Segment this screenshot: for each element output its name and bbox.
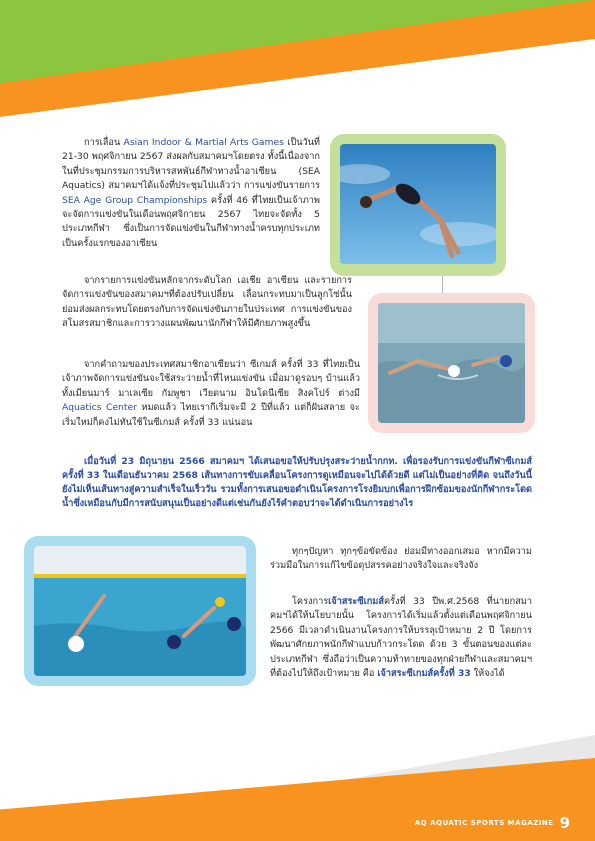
diving-photo <box>340 144 496 264</box>
p1-text-e: ครั้งที่ 46 ที่ไทยเป็นเจ้าภาพ จะจัดการแข่งขันในเดือนพฤศจิกายน 2567 ไทยจะจัดทั้ง 5 ประเภทกีฬา ซึ่งเป็นการจัดแข่งขันในกีฬาทางน้ำครบทุกประเภทเป็นครั้งแรกของอาเซียน <box>62 194 320 249</box>
p2-text: จากรายการแข่งขันหลักจากระดับโลก เอเชีย อาเซียน และรายการจัดการแข่งขันของสมาคมฯที่ต้องปรับเปลี่ยน เลื่อนกระทบมาเป็นลูกโซ่นั้น ย่อมส่งผลกระทบโดยตรงกับการจัดแข่งขันภายในประเทศ การแข่งขันของสโมสรสมาชิกและการวางแผนพัฒนานักกีฬาให้มีศักยภาพสูงขึ้น <box>62 275 352 330</box>
paragraph-5 <box>270 545 532 574</box>
water-polo-photo <box>34 546 246 676</box>
p3-text-a: จากคำถามของประเทศสมาชิกอาเซียนว่า ซีเกมส์ ครั้งที่ 33 ที่ไทยเป็นเจ้าภาพจัดการแข่งขันจะใช้สระว่ายน้ำที่ไหนแข่งขัน เมื่อมาดูรอบๆ บ้านแล้วทั้งเมียนมาร์ มาเลเซีย กัมพูชา เวียดนาม อินโดนีเซีย สิงคโปร์ ต่างมี <box>62 359 360 399</box>
p6-text-e: ให้จงได้ <box>470 668 505 680</box>
sea-games-pool-term: เจ้าสระซีเกมส์ <box>328 596 384 607</box>
p5-text: ทุกๆปัญหา ทุกๆข้อขัดข้อง ย่อมมีทางออกเสมอ หากมีความร่วมมือในการแก้ไขข้อดุปสรรคอย่างจริงใจและจริงจัง <box>270 546 532 572</box>
paragraph-3 <box>62 358 360 430</box>
p6-text-a: โครงการ <box>292 596 329 607</box>
highlight-paragraph <box>62 455 532 511</box>
sea-games-pool-goal: เจ้าสระซีเกมส์ครั้งที่ 33 <box>377 668 471 680</box>
sea-age-group-term: SEA Age Group Championships <box>62 194 208 206</box>
paragraph-6 <box>270 595 532 681</box>
asian-games-term: Asian Indoor & Martial Arts Games <box>123 137 284 148</box>
aquatics-center-term: Aquatics Center <box>62 402 137 414</box>
p1-text-c: เป็นวันที่ 21-30 พฤศจิกายน 2567 ส่งผลกับสมาคมฯโดยตรง ทั้งนี้เนื่องจากในที่ประชุมกรรมการบริหารสหพันธ์กีฬาทางน้ำอาเซียน (SEA Aquatics) สมาคมฯได้แจ้งที่ประชุมไปแล้วว่า การแข่งขันรายการ <box>62 137 320 192</box>
p1-text-a: การเลื่อน <box>84 137 124 148</box>
p3-text-c: หมดแล้ว ไทยเรากีเริ่มจะมี 2 ปีที่แล้ว แต่ก็ฝันสลาย จะเริ่มใหม่ก็คงไม่ทันใช้ในซีเกมส์ ครั้งที่ 33 แน่นอน <box>62 402 360 428</box>
page-footer <box>400 814 570 832</box>
p4-text: เมื่อวันที่ 23 มิถุนายน 2566 สมาคมฯ ได้เสนอขอให้ปรับปรุงสระว่ายน้ำกกท. เพื่อรองรับการแข่งขันกีฬาซีเกมส์ ครั้งที่ 33 ในเดือนธันวาคม 2568 เส้นทางการขับเคลื่อนโครงการดูเหมือนจะไปได้ด้วยดี แต่ไม่เป็นอย่างที่คิด จนถึงวันนี้ยังไม่เห็นเส้นทางสู่ความสำเร็จในเร็ววัน รวมทั้งการเสนอขอดำเนินโครงการโรงยิมบกเพื่อการฝึกซ้อมของนักกีฬากระโดดน้ำซึ่งเหมือนกับมีการสนับสนุนเป็นอย่างดีแต่เช่นกันยังไร้คำตอบว่าจะได้ดำเนินการอย่างไร <box>62 456 532 509</box>
photo-connector-line <box>442 276 443 293</box>
paragraph-2 <box>62 274 352 332</box>
page-number: 9 <box>559 814 570 832</box>
paragraph-1 <box>62 136 320 251</box>
p6-text-c: ครั้งที่ 33 ปีพ.ศ.2568 ที่นายกสมาคมฯได้ให้นโยบายนั้น โครงการได้เริ่มแล้วตั้งแต่เดือนพฤศจิกายน 2566 มีเวลาดำเนินงานโครงการให้บรรลุเป้าหมาย 2 ปี โดยการพัฒนาศักยภาพนักกีฬาแบบก้าวกระโดด ด้วย 3 ขั้นตอนของแต่ละประเภทกีฬา ซึ่งถือว่าเป็นความท้าทายของทุกฝ่ายกีฬาและสมาคมฯที่ต้องไปให้ถึงเป้าหมาย คือ <box>270 596 532 680</box>
open-water-swimming-photo <box>378 303 525 423</box>
magazine-name: AQ AQUATIC SPORTS MAGAZINE <box>414 819 554 827</box>
